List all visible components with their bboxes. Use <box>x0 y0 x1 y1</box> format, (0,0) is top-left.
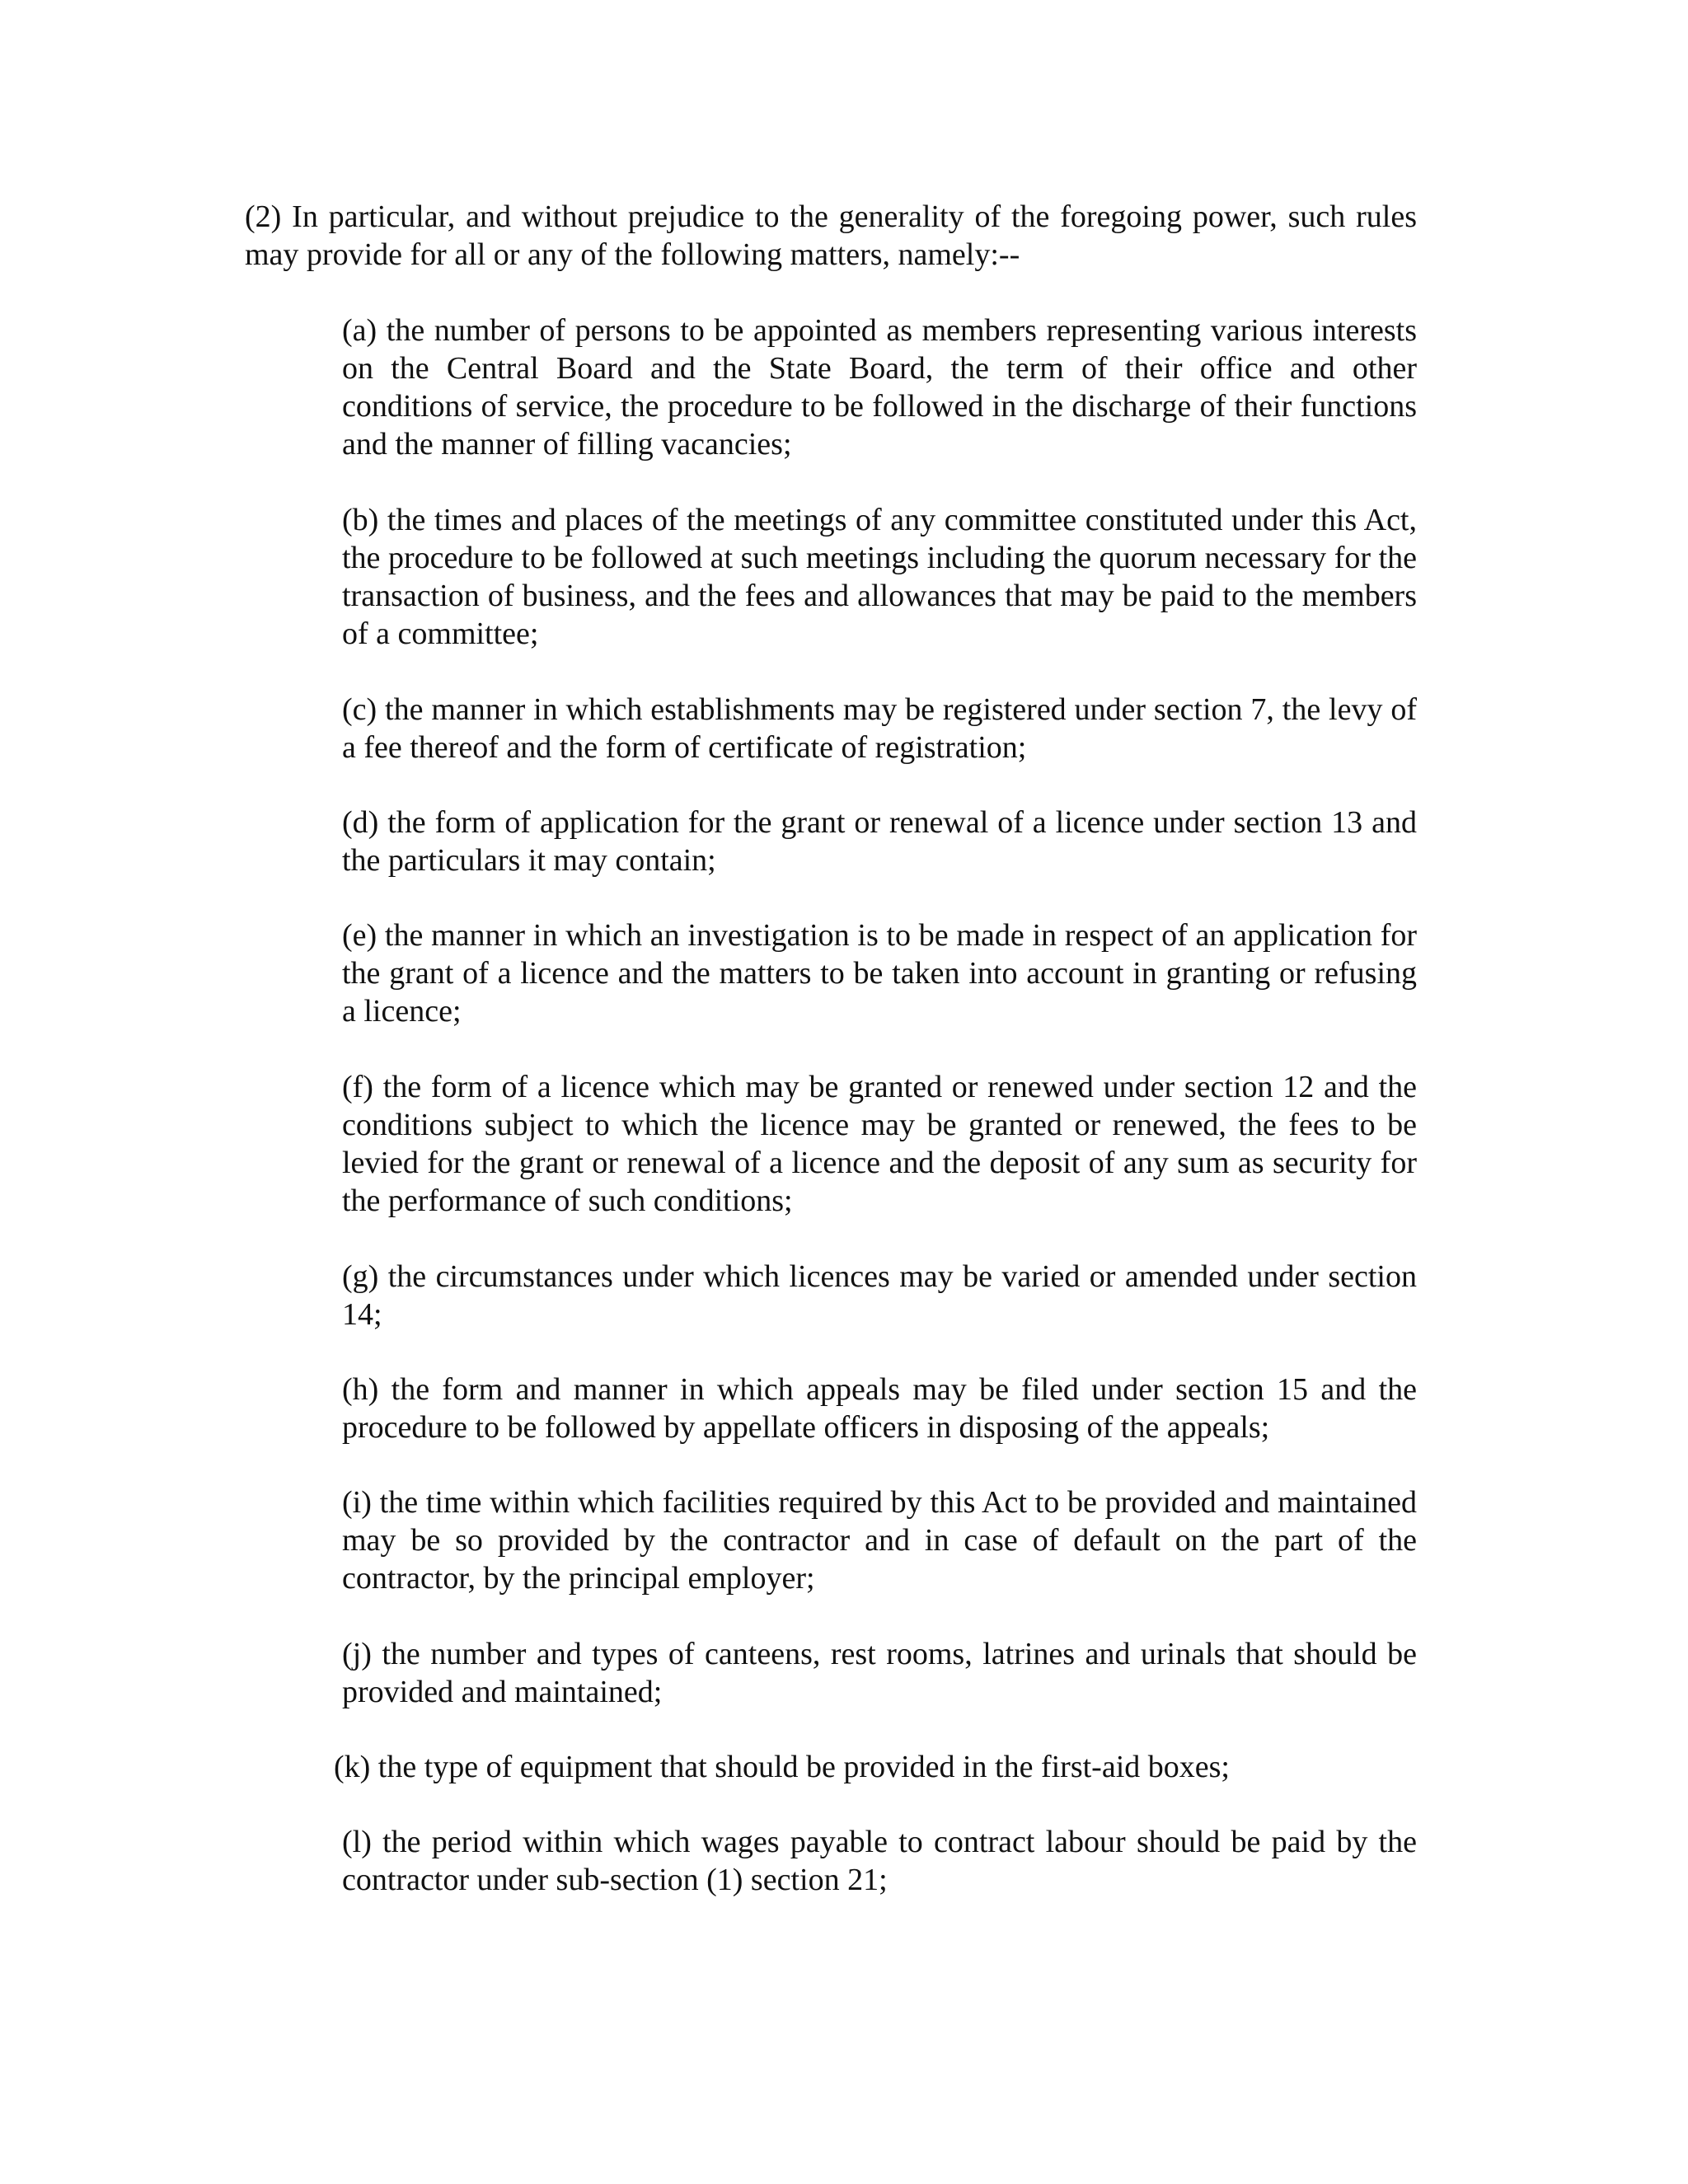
clause-j: (j) the number and types of canteens, rest rooms, latrines and urinals that should be provided and maintained; <box>342 1637 1417 1709</box>
clause-k: (k) the type of equipment that should be provided in the first-aid boxes; <box>334 1750 1230 1784</box>
clause-d: (d) the form of application for the grant or renewal of a licence under section 13 and the particulars it may contain; <box>342 805 1417 878</box>
clause-c: (c) the manner in which establishments may be registered under section 7, the levy of a fee thereof and the form of certificate of registration; <box>342 692 1417 765</box>
clause-i: (i) the time within which facilities required by this Act to be provided and maintained may be so provided by the contractor and in case of default on the part of the contractor, by the principal employer; <box>342 1485 1417 1596</box>
clause-e: (e) the manner in which an investigation is to be made in respect of an application for the grant of a licence and the matters to be taken into account in granting or refusing a licence; <box>342 918 1417 1029</box>
clause-a: (a) the number of persons to be appointed as members representing various interests on the Central Board and the State Board, the term of their office and other conditions of service, the procedure to be followed in the discharge of their functions and the manner of filling vacancies; <box>342 313 1417 462</box>
clause-b: (b) the times and places of the meetings of any committee constituted under this Act, the procedure to be followed at such meetings including the quorum necessary for the transaction of business, and the fees and allowances that may be paid to the members of a committee; <box>342 503 1417 651</box>
clause-l: (l) the period within which wages payable to contract labour should be paid by the contractor under sub-section (1) section 21; <box>342 1825 1417 1897</box>
clause-h: (h) the form and manner in which appeals may be filed under section 15 and the procedure to be followed by appellate officers in disposing of the appeals; <box>342 1372 1417 1445</box>
clause-g: (g) the circumstances under which licences may be varied or amended under section 14; <box>342 1259 1417 1332</box>
clause-f: (f) the form of a licence which may be granted or renewed under section 12 and the conditions subject to which the licence may be granted or renewed, the fees to be levied for the grant or renewal of a licence and the deposit of any sum as security for the performance of such conditions; <box>342 1070 1417 1218</box>
intro-paragraph: (2) In particular, and without prejudice to the generality of the foregoing power, such rules may provide for all or any of the following matters, namely:-- <box>245 199 1417 272</box>
